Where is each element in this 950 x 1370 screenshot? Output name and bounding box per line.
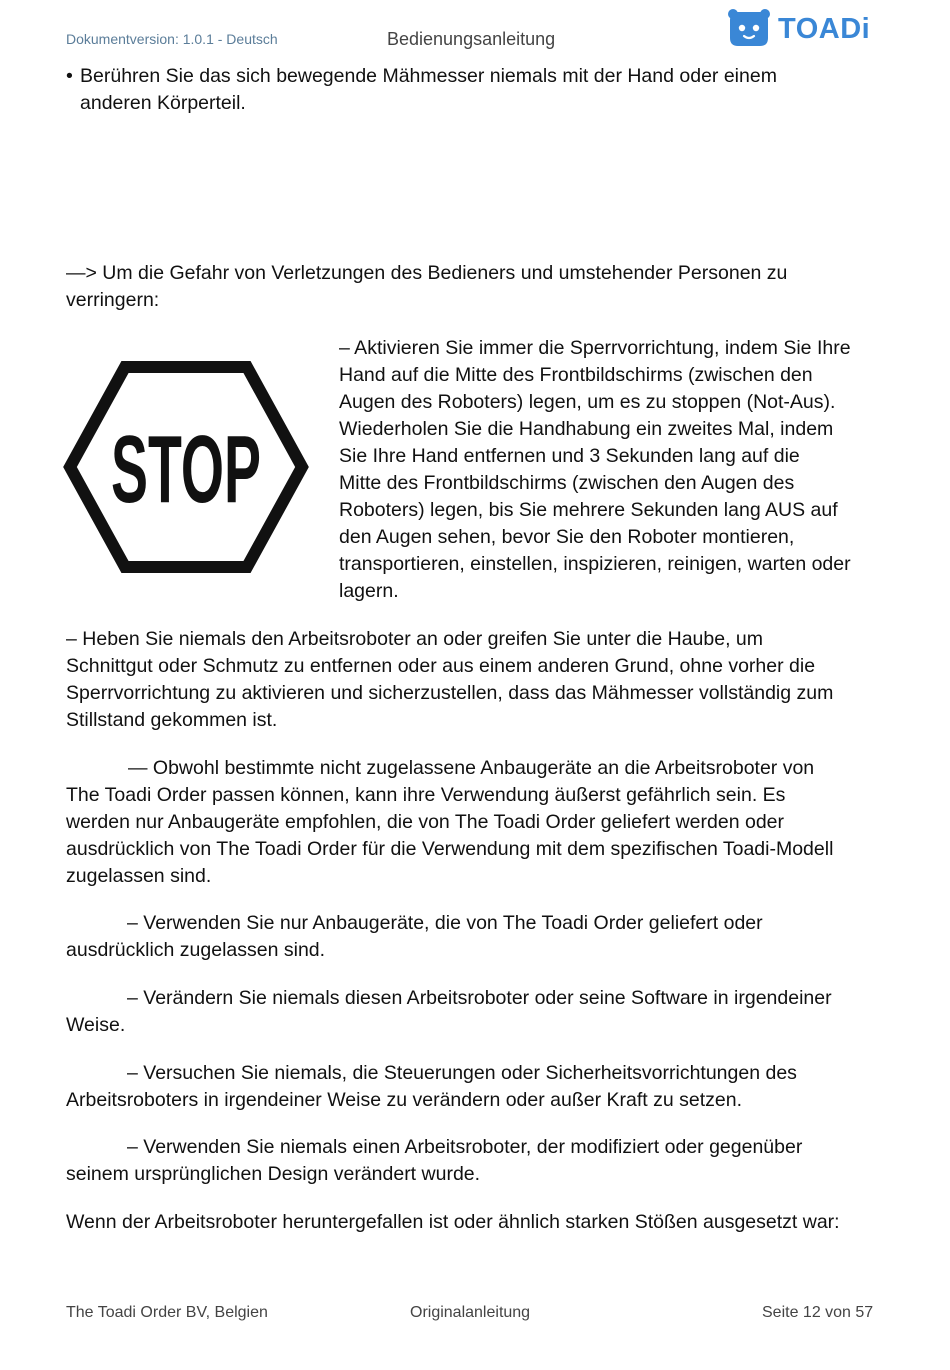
text-line: Stillstand gekommen ist. <box>66 709 278 731</box>
toadi-logo <box>724 8 884 50</box>
footer-company: The Toadi Order BV, Belgien <box>66 1304 268 1321</box>
text-line: transportieren, einstellen, inspizieren, reinigen, warten oder <box>339 553 851 575</box>
text-line: Sperrvorrichtung zu aktivieren und sicherzustellen, dass das Mähmesser vollständig zum <box>66 682 834 704</box>
text-line: – Verwenden Sie niemals einen Arbeitsroboter, der modifiziert oder gegenüber <box>127 1136 803 1158</box>
footer-center: Originalanleitung <box>410 1304 531 1321</box>
text-line: Arbeitsroboters in irgendeiner Weise zu verändern oder außer Kraft zu setzen. <box>66 1089 742 1111</box>
bullet-marker: • <box>66 65 73 87</box>
document-title: Bedienungsanleitung <box>387 29 556 49</box>
intro-line: verringern: <box>66 289 160 311</box>
text-line: Augen des Roboters) legen, um es zu stoppen (Not-Aus). <box>339 391 836 413</box>
text-line: ausdrücklich zugelassen sind. <box>66 939 326 961</box>
text-line: lagern. <box>339 580 399 602</box>
text-line: Wenn der Arbeitsroboter heruntergefallen ist oder ähnlich starken Stößen ausgesetzt war: <box>66 1211 840 1233</box>
bullet-line: Berühren Sie das sich bewegende Mähmesser niemals mit der Hand oder einem <box>80 65 777 87</box>
bullet-line: anderen Körperteil. <box>80 92 246 114</box>
text-line: werden nur Anbaugeräte empfohlen, die von The Toadi Order geliefert werden oder <box>66 811 784 833</box>
text-line: Hand auf die Mitte des Frontbildschirms (zwischen den <box>339 364 813 386</box>
intro-line: —> Um die Gefahr von Verletzungen des Bedieners und umstehender Personen zu <box>66 262 788 284</box>
stop-label: STOP <box>111 416 261 523</box>
document-version: Dokumentversion: 1.0.1 - Deutsch <box>66 31 278 47</box>
text-line: – Verwenden Sie nur Anbaugeräte, die von The Toadi Order geliefert oder <box>127 912 763 934</box>
text-line: The Toadi Order passen können, kann ihre Verwendung äußerst gefährlich sein. Es <box>66 784 786 806</box>
bullet-item <box>66 63 866 117</box>
text-line: Weise. <box>66 1014 126 1036</box>
text-line: den Augen sehen, bevor Sie den Roboter montieren, <box>339 526 795 548</box>
stop-sign-icon <box>64 361 308 573</box>
text-line: – Verändern Sie niemals diesen Arbeitsroboter oder seine Software in irgendeiner <box>127 987 832 1009</box>
text-line: zugelassen sind. <box>66 865 212 887</box>
text-line: — Obwohl bestimmte nicht zugelassene Anbaugeräte an die Arbeitsroboter von <box>128 757 815 779</box>
text-line: Sie Ihre Hand entfernen und 3 Sekunden lang auf die <box>339 445 800 467</box>
text-line: – Versuchen Sie niemals, die Steuerungen oder Sicherheitsvorrichtungen des <box>127 1062 797 1084</box>
toadi-face-icon <box>724 8 774 50</box>
text-line: seinem ursprünglichen Design verändert wurde. <box>66 1163 481 1185</box>
text-line: – Aktivieren Sie immer die Sperrvorrichtung, indem Sie Ihre <box>339 337 851 359</box>
text-line: Roboters) legen, bis Sie mehrere Sekunden lang AUS auf <box>339 499 838 521</box>
text-line: Wiederholen Sie die Handhabung ein zweites Mal, indem <box>339 418 834 440</box>
text-line: ausdrücklich von The Toadi Order für die Verwendung mit dem spezifischen Toadi-Modell <box>66 838 834 860</box>
text-line: – Heben Sie niemals den Arbeitsroboter an oder greifen Sie unter die Haube, um <box>66 628 764 650</box>
text-line: Mitte des Frontbildschirms (zwischen den Augen des <box>339 472 795 494</box>
logo-wordmark: TOADi <box>778 12 871 45</box>
page-number: Seite 12 von 57 <box>762 1304 874 1321</box>
text-line: Schnittgut oder Schmutz zu entfernen oder aus einem anderen Grund, ohne vorher die <box>66 655 816 677</box>
